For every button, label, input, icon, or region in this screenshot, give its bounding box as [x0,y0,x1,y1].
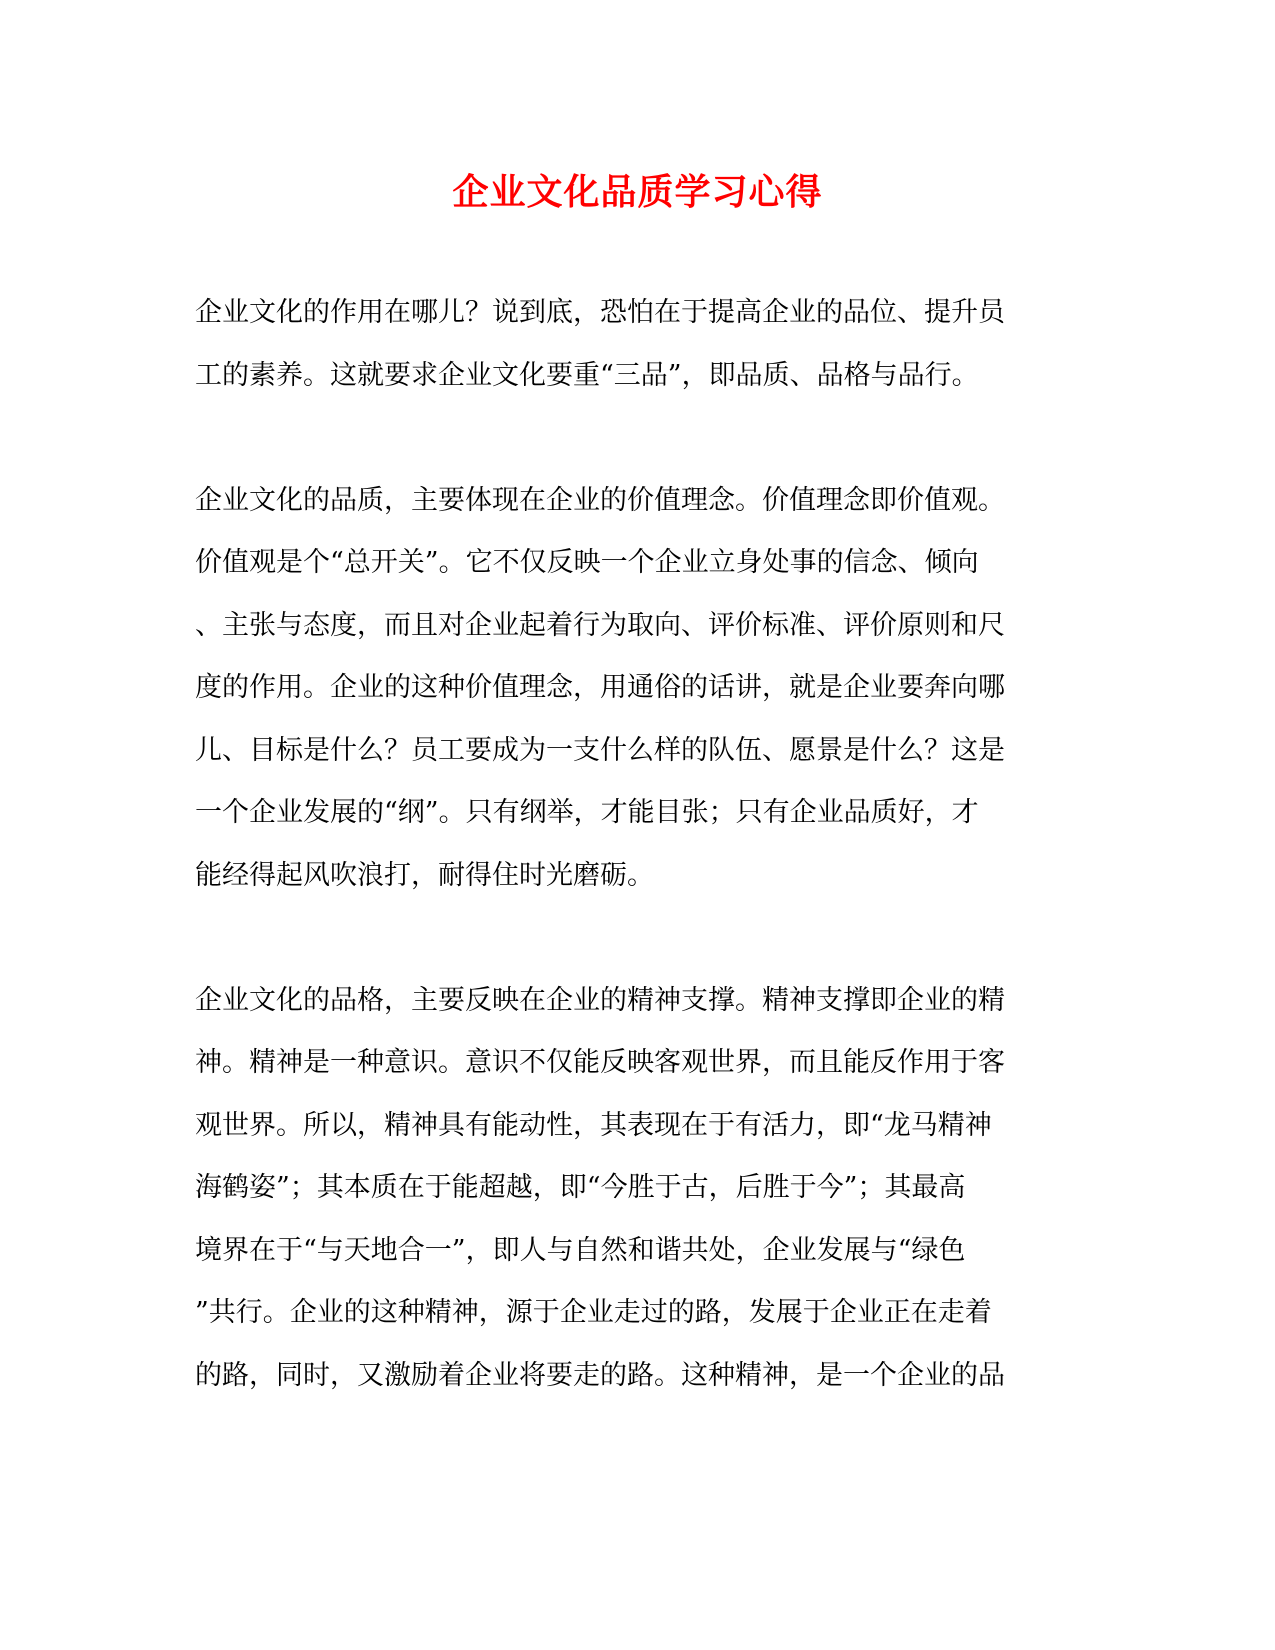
text-line: 一个企业发展的“纲”。只有纲举，才能目张；只有企业品质好，才 [195,797,979,828]
text-line: 企业文化的品质，主要体现在企业的价值理念。价值理念即价值观。 [195,484,1005,516]
paragraph-3 [195,970,1075,1408]
text-line: ”共行。企业的这种精神，源于企业走过的路，发展于企业正在走着 [195,1297,992,1328]
text-line: 观世界。所以，精神具有能动性，其表现在于有活力，即“龙马精神 [195,1109,992,1141]
text-line: 海鹤姿”；其本质在于能超越，即“今胜于古，后胜于今”；其最高 [195,1172,966,1203]
text-line: 企业文化的品格，主要反映在企业的精神支撑。精神支撑即企业的精 [195,984,1005,1016]
paragraph-2 [195,470,1075,908]
text-line: 价值观是个“总开关”。它不仅反映一个企业立身处事的信念、倾向 [195,547,979,578]
document-body [195,282,1075,1407]
paragraph-1 [195,282,1075,407]
text-line: 的路，同时，又激励着企业将要走的路。这种精神，是一个企业的品 [195,1359,1005,1391]
text-line: 度的作用。企业的这种价值理念，用通俗的话讲，就是企业要奔向哪 [195,672,1005,703]
text-line: 企业文化的作用在哪儿？说到底，恐怕在于提高企业的品位、提升员 [195,297,1005,328]
text-line: 境界在于“与天地合一”，即人与自然和谐共处，企业发展与“绿色 [195,1234,966,1266]
text-line: 工的素养。这就要求企业文化要重“三品”，即品质、品格与品行。 [195,359,979,391]
text-line: 儿、目标是什么？员工要成为一支什么样的队伍、愿景是什么？这是 [195,734,1005,766]
document-title: 企业文化品质学习心得 [452,171,823,213]
text-line: 神。精神是一种意识。意识不仅能反映客观世界，而且能反作用于客 [195,1047,1005,1078]
text-line: 、主张与态度，而且对企业起着行为取向、评价标准、评价原则和尺 [195,609,1005,641]
text-line: 能经得起风吹浪打，耐得住时光磨砺。 [195,859,654,891]
